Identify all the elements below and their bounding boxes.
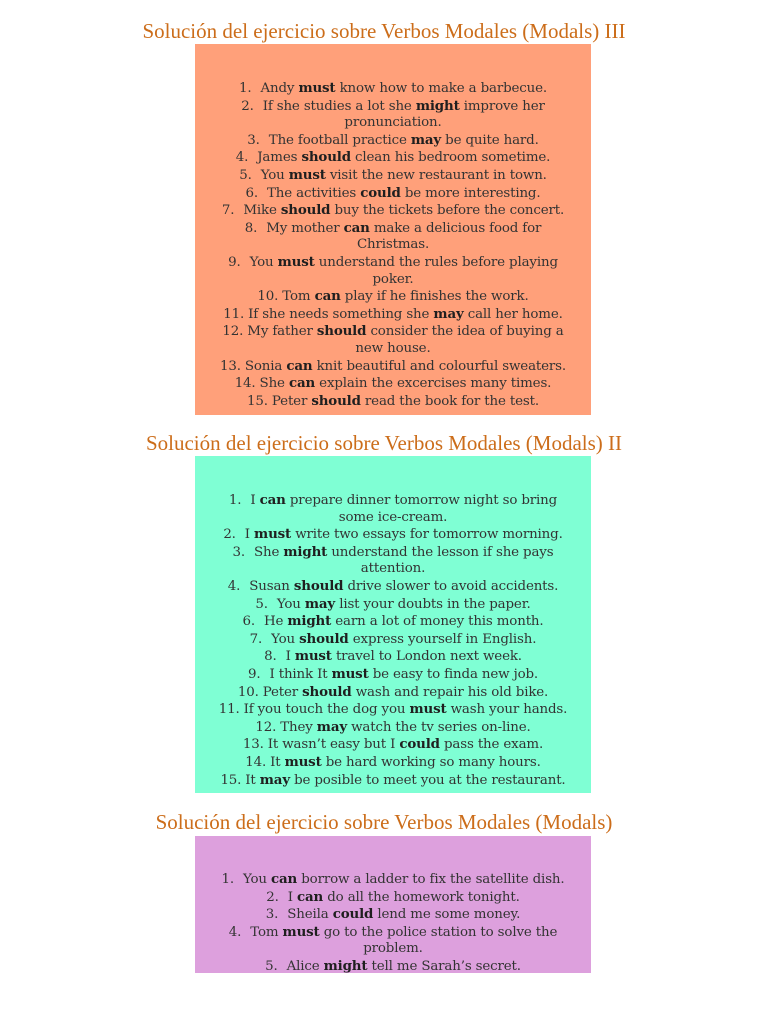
item-text-before: You (260, 167, 285, 183)
item-number: 11. (218, 702, 240, 718)
list-item (195, 202, 591, 220)
item-text-before: Andy (260, 81, 295, 96)
item-number: 4. (228, 924, 242, 940)
item-text-after: be more interesting. (404, 185, 541, 201)
modal-verb: can (314, 288, 341, 305)
modal-verb: may (410, 131, 442, 148)
modal-verb: must (288, 166, 326, 183)
item-text-before: You (271, 631, 296, 647)
section-title-modals-ii: Solución del ejercicio sobre Verbos Modales (Modals) II (145, 431, 623, 455)
modal-verb: must (282, 923, 320, 940)
item-text-after: travel to London next week. (335, 649, 522, 665)
item-text-continued: new house. (355, 340, 431, 356)
modal-verb: can (343, 219, 370, 236)
list-item (195, 306, 591, 324)
modal-verb: might (323, 957, 368, 974)
item-text-before: I (287, 889, 293, 905)
section-title-modals: Solución del ejercicio sobre Verbos Modales (Modals) (155, 810, 613, 834)
item-text-before: James (257, 150, 298, 166)
item-text-after: clean his bedroom sometime. (355, 150, 551, 166)
item-number: 2. (223, 527, 236, 543)
item-text-before: Susan (249, 578, 290, 594)
modal-verb: should (293, 577, 344, 594)
answer-box-modals-iii (195, 44, 591, 415)
item-text-continued: attention. (360, 561, 426, 577)
item-number: 6. (242, 614, 255, 630)
item-text-before: Sonia (244, 358, 283, 374)
item-number: 10. (237, 684, 259, 700)
item-text-after: read the book for the test. (364, 393, 539, 409)
modal-verb: might (415, 97, 460, 114)
item-text-after: pass the exam. (444, 737, 544, 753)
answer-list-modals-iii (195, 44, 591, 410)
section-title-modals-iii: Solución del ejercicio sobre Verbos Modales (Modals) III (142, 19, 626, 43)
item-number: 5. (255, 596, 268, 612)
list-item (195, 358, 591, 376)
item-number: 5. (265, 958, 278, 974)
modal-verb: should (299, 630, 349, 647)
item-number: 4. (227, 578, 241, 594)
list-item (195, 684, 591, 702)
modal-verb: should (280, 202, 331, 219)
modal-verb: could (332, 906, 374, 923)
modal-verb: could (360, 184, 401, 201)
modal-verb: must (298, 80, 336, 96)
list-item (195, 393, 591, 411)
item-text-after: improve her (463, 98, 545, 114)
item-text-after: prepare dinner tomorrow night so bring (289, 493, 558, 508)
list-item (195, 906, 591, 924)
item-number: 12. (222, 324, 244, 340)
modal-verb: can (288, 375, 316, 392)
item-text-after: express yourself in English. (352, 631, 537, 647)
item-number: 3. (265, 907, 279, 923)
item-text-before: He (263, 614, 284, 630)
modal-verb: can (271, 871, 298, 887)
item-text-after: know how to make a barbecue. (339, 81, 547, 96)
item-number: 8. (264, 649, 277, 665)
item-text-before: Alice (286, 958, 320, 974)
list-item (195, 149, 591, 167)
item-text-after: be quite hard. (445, 132, 539, 148)
modal-verb: can (297, 888, 324, 905)
list-item (195, 526, 591, 544)
item-number: 11. (223, 306, 245, 322)
item-text-after: buy the tickets before the concert. (334, 203, 565, 219)
list-item (195, 736, 591, 754)
item-text-after: do all the homework tonight. (327, 889, 520, 905)
item-text-after: wash and repair his old bike. (355, 684, 549, 700)
list-item (195, 701, 591, 719)
modal-verb: should (302, 683, 352, 700)
item-text-continued: Christmas. (356, 237, 430, 253)
item-text-after: make a delicious food for (373, 220, 542, 236)
item-number: 9. (228, 254, 241, 270)
item-text-after: consider the idea of buying a (370, 324, 564, 340)
item-number: 1. (228, 493, 242, 508)
item-number: 13. (219, 358, 241, 374)
list-item (195, 323, 591, 357)
item-text-after: wash your hands. (450, 702, 568, 718)
item-number: 14. (245, 754, 267, 770)
item-number: 7. (221, 203, 235, 219)
list-item (195, 596, 591, 614)
item-text-after: borrow a ladder to fix the satellite dish. (301, 872, 565, 887)
modal-verb: can (286, 357, 313, 374)
item-number: 2. (241, 98, 254, 114)
item-text-before: I think It (269, 666, 328, 682)
modal-verb: may (316, 718, 347, 735)
modal-verb: could (399, 736, 440, 753)
modal-verb: should (301, 149, 351, 166)
list-item (195, 220, 591, 254)
item-text-continued: poker. (372, 271, 414, 287)
list-item (195, 924, 591, 958)
item-text-after: list your doubts in the paper. (339, 596, 531, 612)
list-item (195, 132, 591, 150)
item-number: 13. (242, 737, 264, 753)
item-number: 12. (255, 719, 277, 735)
item-text-after: be posible to meet you at the restaurant. (294, 772, 566, 788)
item-text-after: be easy to finda new job. (372, 666, 539, 682)
list-item (195, 889, 591, 907)
item-text-before: She (254, 544, 280, 560)
item-text-after: visit the new restaurant in town. (329, 167, 547, 183)
item-number: 6. (245, 185, 258, 201)
item-text-before: You (249, 254, 274, 270)
modal-verb: may (433, 305, 464, 322)
item-text-before: If she needs something she (248, 306, 430, 322)
list-item (195, 719, 591, 737)
list-item (195, 958, 591, 976)
item-text-after: watch the tv series on-line. (351, 719, 531, 735)
item-number: 8. (244, 220, 258, 236)
item-text-before: It wasn’t easy but I (267, 737, 396, 753)
item-text-before: I (244, 527, 250, 543)
modal-verb: may (259, 771, 290, 788)
item-text-before: If you touch the dog you (243, 702, 406, 718)
item-text-after: be hard working so many hours. (325, 754, 541, 770)
item-number: 15. (220, 772, 242, 788)
item-text-after: lend me some money. (377, 907, 521, 923)
modal-verb: should (311, 392, 361, 409)
item-number: 2. (266, 889, 279, 905)
item-text-before: It (245, 772, 256, 788)
item-text-before: My father (247, 324, 313, 340)
item-text-after: write two essays for tomorrow morning. (295, 527, 563, 543)
item-text-before: Peter (271, 393, 308, 409)
list-item (195, 254, 591, 288)
item-text-after: understand the rules before playing (318, 254, 558, 270)
answer-box-modals (195, 836, 591, 973)
item-text-after: explain the excercises many times. (319, 376, 552, 392)
list-item (195, 871, 591, 889)
item-text-before: If she studies a lot she (262, 98, 412, 114)
item-text-before: I (250, 493, 256, 508)
modal-verb: might (287, 613, 332, 630)
item-text-after: drive slower to avoid accidents. (347, 578, 559, 594)
item-text-continued: problem. (363, 941, 423, 957)
list-item (195, 80, 591, 98)
item-text-before: She (259, 376, 285, 392)
item-text-before: Sheila (287, 907, 329, 923)
item-text-before: It (270, 754, 281, 770)
modal-verb: must (409, 701, 447, 718)
item-text-before: Peter (262, 684, 298, 700)
item-number: 1. (239, 81, 252, 96)
list-item (195, 492, 591, 526)
item-text-before: They (280, 719, 313, 735)
item-number: 5. (239, 167, 252, 183)
list-item (195, 375, 591, 393)
item-text-before: You (242, 872, 267, 887)
item-text-before: My mother (266, 220, 340, 236)
item-text-before: Tom (282, 289, 311, 305)
item-number: 3. (247, 132, 260, 148)
item-text-after: call her home. (467, 306, 563, 322)
list-item (195, 648, 591, 666)
item-number: 10. (257, 289, 279, 305)
item-number: 15. (247, 393, 268, 409)
item-text-continued: pronunciation. (344, 115, 442, 131)
modal-verb: can (259, 492, 286, 508)
modal-verb: must (254, 526, 292, 543)
list-item (195, 185, 591, 203)
item-text-before: The football practice (268, 132, 407, 148)
list-item (195, 754, 591, 772)
list-item (195, 288, 591, 306)
item-text-after: tell me Sarah’s secret. (371, 958, 521, 974)
modal-verb: must (277, 253, 315, 270)
modal-verb: must (294, 648, 332, 665)
modal-verb: might (283, 543, 328, 560)
item-text-before: The activities (267, 185, 357, 201)
item-text-after: earn a lot of money this month. (335, 614, 544, 630)
item-text-before: You (276, 596, 301, 612)
item-text-after: play if he finishes the work. (344, 289, 529, 305)
list-item (195, 666, 591, 684)
list-item (195, 167, 591, 185)
answer-box-modals-ii (195, 456, 591, 793)
list-item (195, 613, 591, 631)
answer-list-modals (195, 836, 591, 976)
modal-verb: must (284, 753, 322, 770)
item-number: 3. (232, 544, 246, 560)
list-item (195, 578, 591, 596)
item-number: 1. (221, 872, 234, 887)
item-text-after: go to the police station to solve the (323, 924, 558, 940)
list-item (195, 631, 591, 649)
item-number: 9. (247, 666, 261, 682)
item-number: 4. (235, 150, 249, 166)
item-number: 14. (234, 376, 256, 392)
list-item (195, 772, 591, 790)
item-text-before: Mike (243, 203, 277, 219)
modal-verb: should (316, 323, 367, 340)
modal-verb: must (331, 665, 369, 682)
item-text-before: Tom (250, 924, 279, 940)
list-item (195, 544, 591, 578)
item-text-continued: some ice-cream. (338, 509, 448, 525)
item-text-after: understand the lesson if she pays (331, 544, 554, 560)
modal-verb: may (304, 595, 336, 612)
answer-list-modals-ii (195, 456, 591, 789)
item-text-after: knit beautiful and colourful sweaters. (316, 358, 566, 374)
item-number: 7. (249, 631, 263, 647)
list-item (195, 98, 591, 132)
item-text-before: I (285, 649, 291, 665)
